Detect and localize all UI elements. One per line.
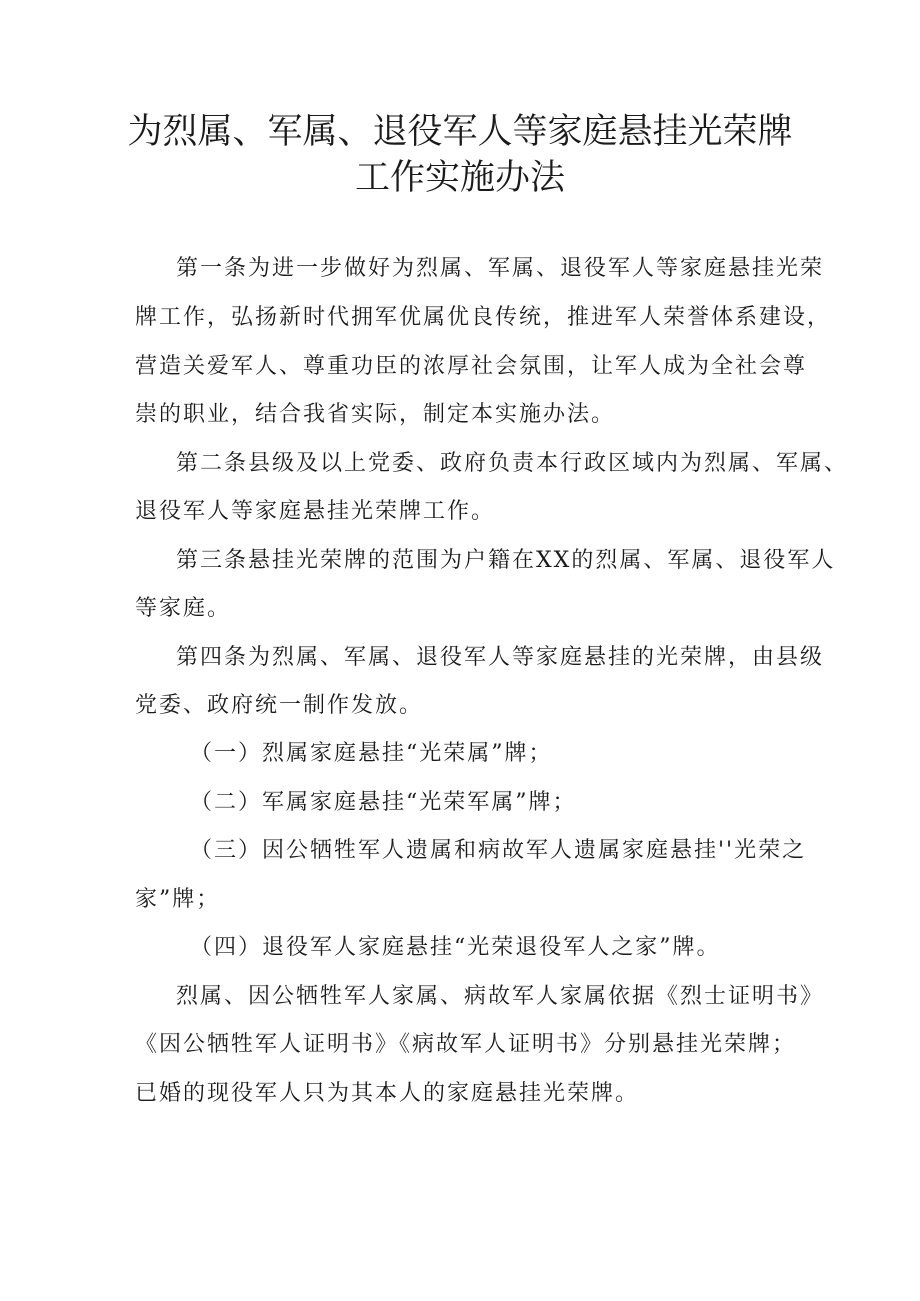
list-item-3-line-2: 家”牌；	[135, 887, 221, 912]
article-1-line-3: 营造关爱军人、尊重功臣的浓厚社会氛围，让军人成为全社会尊	[135, 354, 808, 379]
article-4-line-2: 党委、政府统一制作发放。	[135, 693, 424, 718]
article-2-line-2: 退役军人等家庭悬挂光荣牌工作。	[135, 499, 496, 524]
article-1-line-2: 牌工作，弘扬新时代拥军优属优良传统，推进军人荣誉体系建设，	[135, 305, 832, 330]
document-title-line-2: 工作实施办法	[354, 158, 565, 198]
closing-para-line-1: 烈属、因公牺牲军人家属、病故军人家属依据《烈士证明书》	[176, 984, 825, 1009]
list-item-3-line-1: （三）因公牺牲军人遗属和病故军人遗属家庭悬挂''光荣之	[190, 838, 807, 863]
closing-para-line-3: 已婚的现役军人只为其本人的家庭悬挂光荣牌。	[135, 1081, 640, 1106]
closing-para-line-2: 《因公牺牲军人证明书》《病故军人证明书》分别悬挂光荣牌；	[135, 1032, 797, 1057]
article-3-line-1: 第三条悬挂光荣牌的范围为户籍在XX的烈属、军属、退役军人	[176, 548, 836, 573]
article-2-line-1: 第二条县级及以上党委、政府负责本行政区域内为烈属、军属、	[176, 451, 849, 476]
document-title-line-1: 为烈属、军属、退役军人等家庭悬挂光荣牌	[127, 112, 793, 152]
article-4-line-1: 第四条为烈属、军属、退役军人等家庭悬挂的光荣牌，由县级	[176, 645, 825, 670]
article-1-line-1: 第一条为进一步做好为烈属、军属、退役军人等家庭悬挂光荣	[176, 256, 825, 281]
article-3-line-2: 等家庭。	[135, 596, 232, 621]
list-item-4: （四）退役军人家庭悬挂“光荣退役军人之家”牌。	[190, 935, 721, 960]
article-1-line-4: 崇的职业，结合我省实际，制定本实施办法。	[135, 402, 616, 427]
list-item-1: （一）烈属家庭悬挂“光荣属”牌；	[190, 741, 553, 766]
list-item-2: （二）军属家庭悬挂“光荣军属”牌；	[190, 790, 577, 815]
